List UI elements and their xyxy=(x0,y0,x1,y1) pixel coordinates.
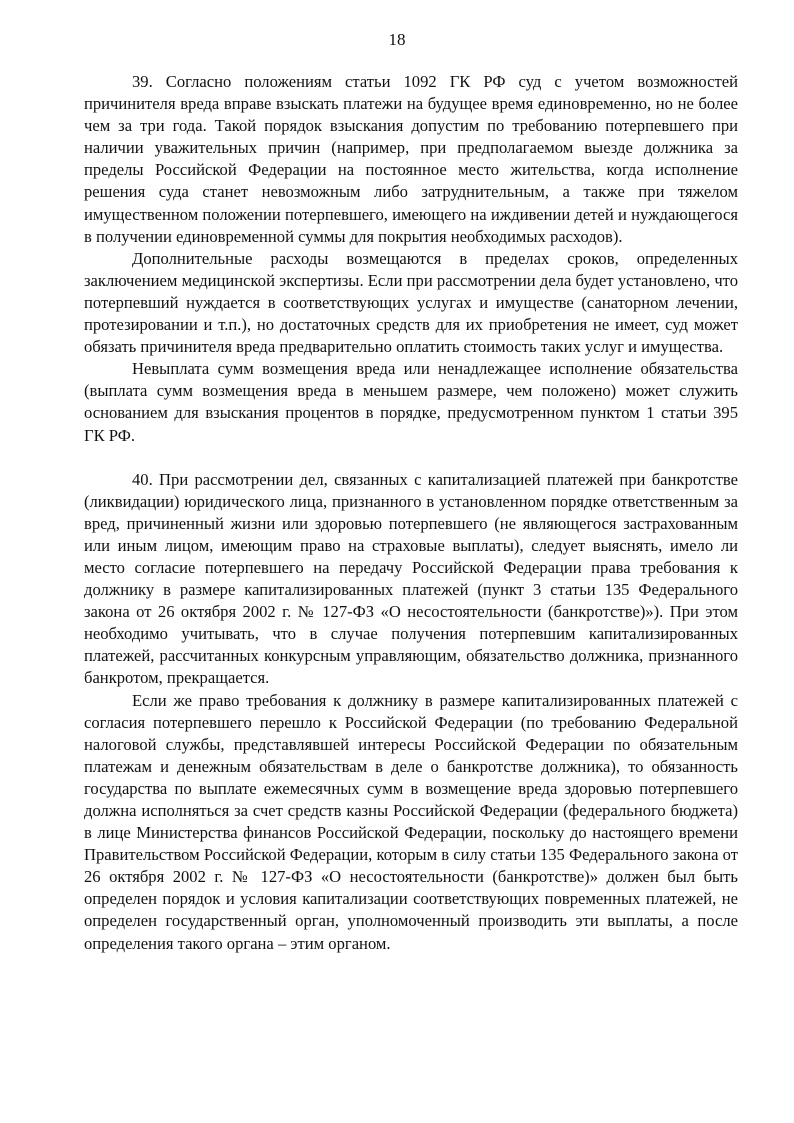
section-divider xyxy=(84,447,738,469)
paragraph-40-state-obligation: Если же право требования к должнику в размере капитализированных платежей с согласия потерпевшего перешло к Российской Федерации (по требованию Федеральной налоговой службы, представлявшей интересы Российской Федерации по обязательным платежам и денежным обязательствам в деле о банкротстве должника), то обязанность государства по выплате ежемесячных сумм в возмещение вреда здоровью потерпевшего должна исполняться за счет средств казны Российской Федерации (федерального бюджета) в лице Министерства финансов Российской Федерации, поскольку до настоящего времени Правительством Российской Федерации, которым в силу статьи 135 Федерального закона от 26 октября 2002 г. № 127-ФЗ «О несостоятельности (банкротстве)» должен был быть определен порядок и условия капитализации соответствующих повременных платежей, не определен государственный орган, уполномоченный производить эти выплаты, а после определения такого органа – этим органом. xyxy=(84,690,738,953)
document-body xyxy=(84,71,738,955)
paragraph-40-main: 40. При рассмотрении дел, связанных с капитализацией платежей при банкротстве (ликвидации) юридического лица, признанного в установленном порядке ответственным за вред, причиненный жизни или здоровью потерпевшего (не являющегося застрахованным или иным лицом, имеющим право на страховые выплаты), следует выяснять, имело ли место согласие потерпевшего на передачу Российской Федерации права требования к должнику в размере капитализированных платежей (пункт 3 статьи 135 Федерального закона от 26 октября 2002 г. № 127-ФЗ «О несостоятельности (банкротстве)»). При этом необходимо учитывать, что в случае получения потерпевшим капитализированных платежей, рассчитанных конкурсным управляющим, обязательство должника, признанного банкротом, прекращается. xyxy=(84,469,738,688)
paragraph-39-additional-expenses: Дополнительные расходы возмещаются в пределах сроков, определенных заключением медицинской экспертизы. Если при рассмотрении дела будет установлено, что потерпевший нуждается в соответствующих услугах и имуществе (санаторном лечении, протезировании и т.п.), но достаточных средств для их приобретения не имеет, суд может обязать причинителя вреда предварительно оплатить стоимость таких услуг и имущества. xyxy=(84,248,738,357)
paragraph-39-non-payment: Невыплата сумм возмещения вреда или ненадлежащее исполнение обязательства (выплата сумм возмещения вреда в меньшем размере, чем положено) может служить основанием для взыскания процентов в порядке, предусмотренном пунктом 1 статьи 395 ГК РФ. xyxy=(84,359,738,445)
page-number: 18 xyxy=(388,30,406,49)
paragraph-39-main: 39. Согласно положениям статьи 1092 ГК РФ суд с учетом возможностей причинителя вреда вправе взыскать платежи на будущее время единовременно, но не более чем за три года. Такой порядок взыскания допустим по требованию потерпевшего при наличии уважительных причин (например, при предполагаемом выезде должника за пределы Российской Федерации на постоянное место жительства, когда исполнение решения суда станет невозможным либо затруднительным, а также при тяжелом имущественном положении потерпевшего, имеющего на иждивении детей и нуждающегося в получении единовременной суммы для покрытия необходимых расходов). xyxy=(84,72,738,246)
